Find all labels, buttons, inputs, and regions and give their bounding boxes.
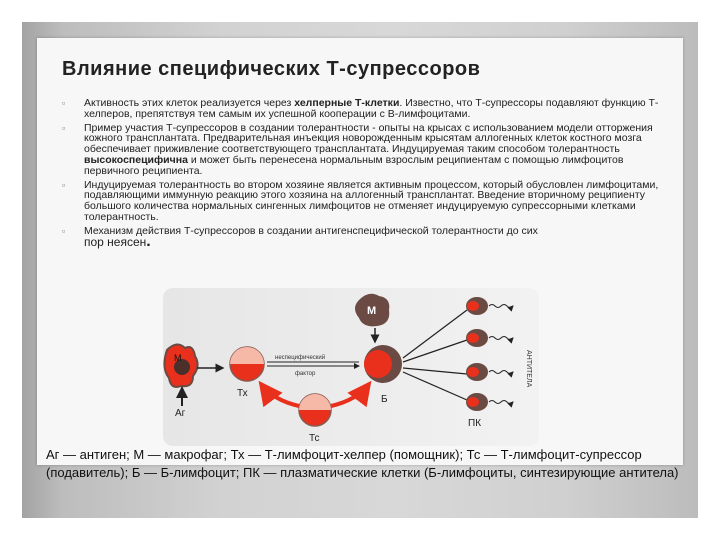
label-antibodies: АНТИТЕЛА [525,350,532,388]
bullet-list [62,98,674,251]
cell-b [364,345,402,383]
label-ag: Аг [175,408,186,419]
figure-caption: Аг — антиген; М — макрофаг; Тх — Т-лимфоцит-хелпер (помощник); Тс — Т-лимфоцит-супрессор (подавитель); Б — Б-лимфоцит; ПК — плазматические клетки (Б-лимфоциты, синтезирующие антитела) [46,447,679,480]
bullet-item [62,123,674,177]
bullet-item [62,226,674,249]
bullet-item [62,180,674,223]
cell-tx [230,347,264,381]
label-tc: Тс [309,433,320,444]
plasma-cell [466,393,488,411]
bullet-text: Механизм действия Т-супрессоров в создании антигенспецифической толерантности до сих [84,224,538,237]
bullet-bold-text: хелперные Т-клетки [294,97,400,109]
bullet-text: . Известно, что Т-супрессоры подавляют функцию Т-хелперов, препятствуя тем самым их успешной кооперации с В-лимфоцитами. [84,97,659,120]
bullet-tail-text: пор неясен [84,234,147,249]
plasma-cell [466,329,488,347]
label-factor-line1: неспецифический [275,355,326,361]
label-m-top: М [367,305,377,317]
bullet-text: Индуцируемая толерантность во втором хозяине является активным процессом, который обусловлен лимфоцитами, подавляющими иммунную реакцию этого хозяина на аллогенный трансплантат. Введение вторичному реципиенту большого количества нормальных сингенных лимфоцитов не отменяет индуцируемую супрессорными клетками толерантность. [84,178,659,223]
bullet-text: Активность этих клеток реализуется через [84,97,295,109]
immune-diagram [163,288,539,446]
slide-title: Влияние специфических Т-супрессоров [62,58,481,80]
plasma-cell [466,363,488,381]
macrophage-left [164,344,197,387]
plasma-cell [466,297,488,315]
label-m-left: М [174,353,182,363]
label-b: Б [381,394,388,405]
label-pk: ПК [468,418,482,429]
bullet-text: Пример участия Т-супрессоров в создании толерантности - опыты на крысах с использованием модели отторжения кожного трансплантата. Предварительная инъекция новорожденным крысятам аллогенных клеток костного мозга обеспечивает приживление соответствующего трансплантата. Индуцируемая таким способом толерантность [84,121,653,156]
bullet-bold-text: высокоспецифична [84,153,188,166]
bullet-text: и может быть перенесена нормальным взрослым реципиентам с помощью лимфоцитов первичного реципиента. [84,153,624,177]
label-tx: Тх [237,388,248,399]
bullet-tail-dot: . [146,232,151,250]
label-factor-line2: фактор [295,371,316,377]
bullet-item [62,98,674,120]
cell-tc [299,394,331,426]
